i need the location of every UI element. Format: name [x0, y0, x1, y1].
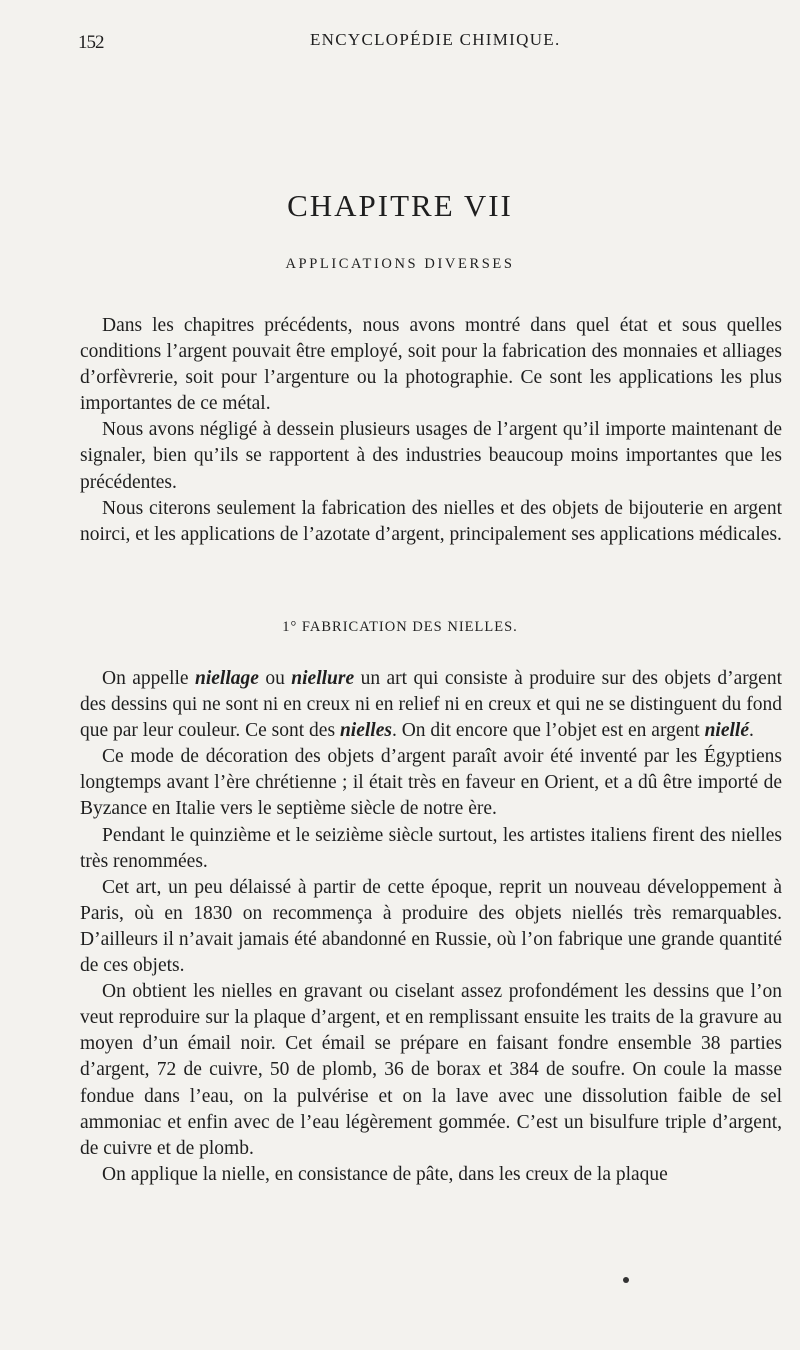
text-run: ou [258, 668, 292, 689]
paragraph: On obtient les nielles en gravant ou ciselant assez profondément les dessins que l’on veut reproduire sur la plaque d’argent, et en remplissant ensuite les traits de la gravure au moyen d’un émail noir. Cet émail se prépare en faisant fondre ensemble 38 parties d’argent, 72 de cuivre, 50 de plomb, 36 de borax et 384 de soufre. On coule la masse fondue dans l’eau, on la pulvérise et on la lave avec une dissolution faible de sel ammoniac et enfin avec de l’eau légèrement gommée. C’est un bisulfure triple d’argent, de cuivre et de plomb. [80, 981, 782, 1159]
paragraph: On applique la nielle, en consistance de pâte, dans les creux de la plaque [102, 1163, 668, 1185]
paragraph: Ce mode de décoration des objets d’argent paraît avoir été inventé par les Égyptiens longtemps avant l’ère chrétienne ; il était très en faveur en Orient, et a dû être importé de Byzance en Italie vers le septième siècle de notre ère. [80, 746, 782, 820]
paragraph: Pendant le quinzième et le seizième siècle surtout, les artistes italiens firent des nielles très renommées. [80, 824, 782, 872]
paragraph [80, 666, 782, 744]
paragraph: Nous citerons seulement la fabrication des nielles et des objets de bijouterie en argent noirci, et les applications de l’azotate d’argent, principalement ses applications médicales. [80, 497, 782, 545]
section-heading: 1° FABRICATION DES NIELLES. [282, 619, 518, 635]
italic-term: niellé [704, 720, 749, 742]
italic-term: niellure [291, 668, 355, 689]
section-text [80, 666, 782, 1188]
paragraph: Cet art, un peu délaissé à partir de cette époque, reprit un nouveau développement à Paris, où en 1830 on recommença à produire des objets niellés très remarquables. D’ailleurs il n’avait jamais été abandonné en Russie, où l’on fabrique une grande quantité de ces objets. [80, 876, 782, 977]
text-run: . On dit encore que l’objet est en argent [391, 720, 705, 742]
chapter-title: CHAPITRE VII [287, 188, 513, 223]
intro-text [80, 313, 782, 548]
text-run: . [748, 720, 754, 742]
text-run: un art qui consiste à produire sur des objets d’argent des dessins qui ne sont ni en creux ni en relief ni en creux et qui ne se distinguent du fond que par leur couleur. Ce sont des [80, 668, 782, 742]
paragraph: Dans les chapitres précédents, nous avons montré dans quel état et sous quelles conditions l’argent pouvait être employé, soit pour la fabrication des monnaies et alliages d’orfèvrerie, soit pour l’argenture ou la photographie. Ce sont les applications les plus importantes de ce métal. [80, 315, 782, 415]
italic-term: niellage [195, 668, 259, 689]
ink-dot [623, 1277, 629, 1283]
running-title: ENCYCLOPÉDIE CHIMIQUE. [310, 30, 561, 49]
paragraph: Nous avons négligé à dessein plusieurs usages de l’argent qu’il importe maintenant de signaler, bien qu’ils se rapportent à des industries beaucoup moins importantes que les précédentes. [80, 419, 782, 493]
page-number: 152 [78, 32, 104, 53]
page-header [80, 28, 780, 52]
italic-term: nielles [339, 720, 392, 742]
chapter-subtitle: APPLICATIONS DIVERSES [285, 256, 515, 272]
text-run: On appelle [102, 668, 195, 689]
